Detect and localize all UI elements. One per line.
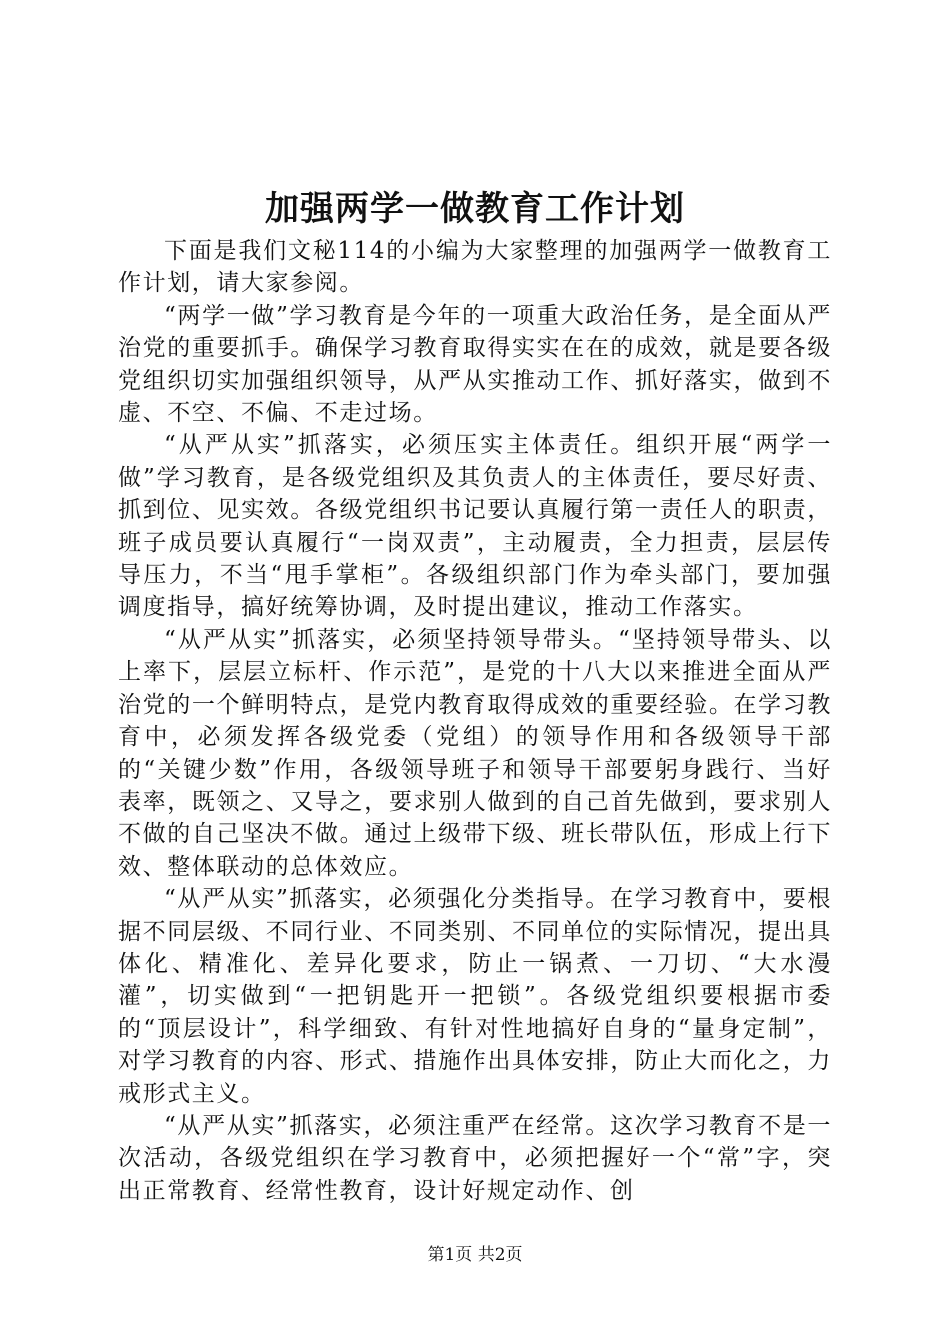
paragraph: “从严从实”抓落实，必须坚持领导带头。“坚持领导带头、以上率下，层层立标杆、作示范”，是党的十八大以来推进全面从严治党的一个鲜明特点，是党内教育取得成效的重要经验。在学习教育中，必须发挥各级党委（党组）的领导作用和各级领导干部的“关键少数”作用，各级领导班子和领导干部要躬身践行、当好表率，既领之、又导之，要求别人做到的自己首先做到，要求别人不做的自己坚决不做。通过上级带下级、班长带队伍，形成上行下效、整体联动的总体效应。: [118, 626, 832, 880]
paragraph: 下面是我们文秘114的小编为大家整理的加强两学一做教育工作计划，请大家参阅。: [118, 238, 832, 297]
document-title: 加强两学一做教育工作计划: [265, 189, 685, 229]
page-footer: 第1页 共2页: [427, 1245, 523, 1265]
document-body: [118, 235, 832, 1207]
paragraph: “从严从实”抓落实，必须注重严在经常。这次学习教育不是一次活动，各级党组织在学习教育中，必须把握好一个“常”字，突出正常教育、经常性教育，设计好规定动作、创: [118, 1112, 832, 1204]
paragraph: “从严从实”抓落实，必须压实主体责任。组织开展“两学一做”学习教育，是各级党组织及其负责人的主体责任，要尽好责、抓到位、见实效。各级党组织书记要认真履行第一责任人的职责，班子成员要认真履行“一岗双责”，主动履责，全力担责，层层传导压力，不当“甩手掌柜”。各级组织部门作为牵头部门，要加强调度指导，搞好统筹协调，及时提出建议，推动工作落实。: [118, 432, 832, 621]
paragraph: “从严从实”抓落实，必须强化分类指导。在学习教育中，要根据不同层级、不同行业、不同类别、不同单位的实际情况，提出具体化、精准化、差异化要求，防止一锅煮、一刀切、“大水漫灌”，切实做到“一把钥匙开一把锁”。各级党组织要根据市委的“顶层设计”，科学细致、有针对性地搞好自身的“量身定制”，对学习教育的内容、形式、措施作出具体安排，防止大而化之，力戒形式主义。: [118, 886, 832, 1107]
paragraph: “两学一做”学习教育是今年的一项重大政治任务，是全面从严治党的重要抓手。确保学习教育取得实实在在的成效，就是要各级党组织切实加强组织领导，从严从实推动工作、抓好落实，做到不虚、不空、不偏、不走过场。: [118, 302, 832, 427]
